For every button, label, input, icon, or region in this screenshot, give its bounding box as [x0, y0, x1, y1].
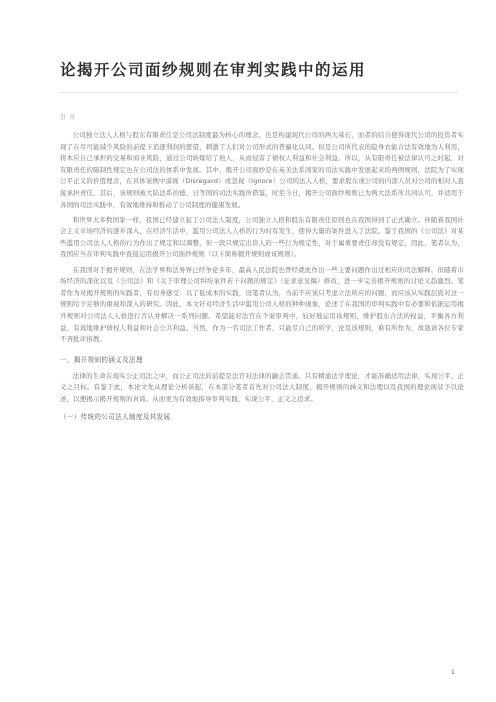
body-paragraph: 法律的生命在现实公正司法之中，而公正司法的前提是法官对法律的融会贯通。只有精通法学理论，才能准确适用法律，实现公平、正义之目标。有鉴于此，本论文先从理论分析谈起，在本部分笔者首先对公司法人制度，揭开规则的涵义和法理以及我国的理论现状予以论述，以便揭示揭开规则的真谛。从而更为有效地指导审判实践，实现公平、正义之追求。: [60, 371, 464, 403]
document-body: [60, 130, 464, 421]
body-paragraph: 在我国对于揭开规则，在法学界和法务界已经争论多年，最高人民法院也曾经就此作出一些主要问题作出过相应的司法解释。但随着市场经济的深化以及《公司法》和《关于审理公司纠纷案件若干问题的规定》（征求意见稿）修改，进一步完善揭开规则的讨论又趋激烈。笔者作为对揭开规则的实践者，有切身感受：以了低成本的实践，设笔者认为，当前不应该只考虑立法所应的问题，而应该从实践层面对这一规则给予足够的重视和深入的研究。因此，本文针对经济生活中滥用公司人格的种种现象，论述了在我国的审判实践中有必要和依据运用揭开规则对公司法人人格进行否认并解决一系列问题。希望能对法官在个案审判中，较好地运用该规则，维护股东合法的权益，平衡各方利益，有效地维护债权人利益和社会公共利益。当然，作为一名司法工作者，只能尽自己的所学，论及该规则，难有所作为，故恳请各位专家不吝批评指教。: [60, 265, 464, 344]
title-divider: [60, 92, 458, 93]
subsection-heading: （一）传统的公司法人制度及其发展: [60, 413, 171, 422]
section-heading: 一、揭开规则的涵义及法理: [60, 355, 143, 364]
document-title: 论揭开公司面纱规则在审判实践中的运用: [60, 61, 367, 79]
body-paragraph: 公司独立法人人格与股东有限责任是公司法制度最为核心的理念，也是构建现代公司的两大基石，而者的结合使得现代公司的投资者实现了在尽可能减少风险的前提下追逐利润的愿望，刺激了人们对公司形式的普遍化认同。但是公司所代表的隐身衣能合法有效地为人利用，将本应自己承担的交易和商业风险，通过公司转嫁给了他人，从而侵害了债权人利益和社会利益。所以，从有限责任被法律认可之时起，对有限责任的限制性规定也在公司法的体系中发展。其中，揭开公司面纱是在英美法系国家的司法实践中发展起来的判例规则，法院为了实现公平正义的价值理念，在具体案例中漠视（Disregard）或忽视（Ignore）公司的法人人格，要求股东或公司的内部人员对公司的相对人直接承担责任。其后，该规则被大陆法系的德、日等国的司法实践所借鉴，时至今日，揭开公司面纱规则已为两大法系所共同认可，并适用于各国的司法实践中，有效地维持和推动了公司制度的健康发展。: [60, 131, 464, 209]
page-number: 1: [451, 669, 455, 676]
body-paragraph: 和世界大多数国家一样，我国已经建立起了公司法人制度，公司独立人格和股东有限责任原则也在我国得到了正式确立。伴随着我国社会主义市场经济的逐步深入，在经济生活中，滥用公司法人人格的行为时有发生，使得大量的案件进入了法院。鉴于我国的《公司法》对某些滥用公司法人人格的行为作出了规定和以调整，但一段只规定出资人的一些行为规定性，对于属重要责任却没有规定，因此，笔者认为，我国应当在审判实践中直接运用揭开公司面纱规则（以下简称揭开规则或该规则）。: [60, 215, 464, 259]
introduction-heading: 引言: [60, 114, 79, 121]
